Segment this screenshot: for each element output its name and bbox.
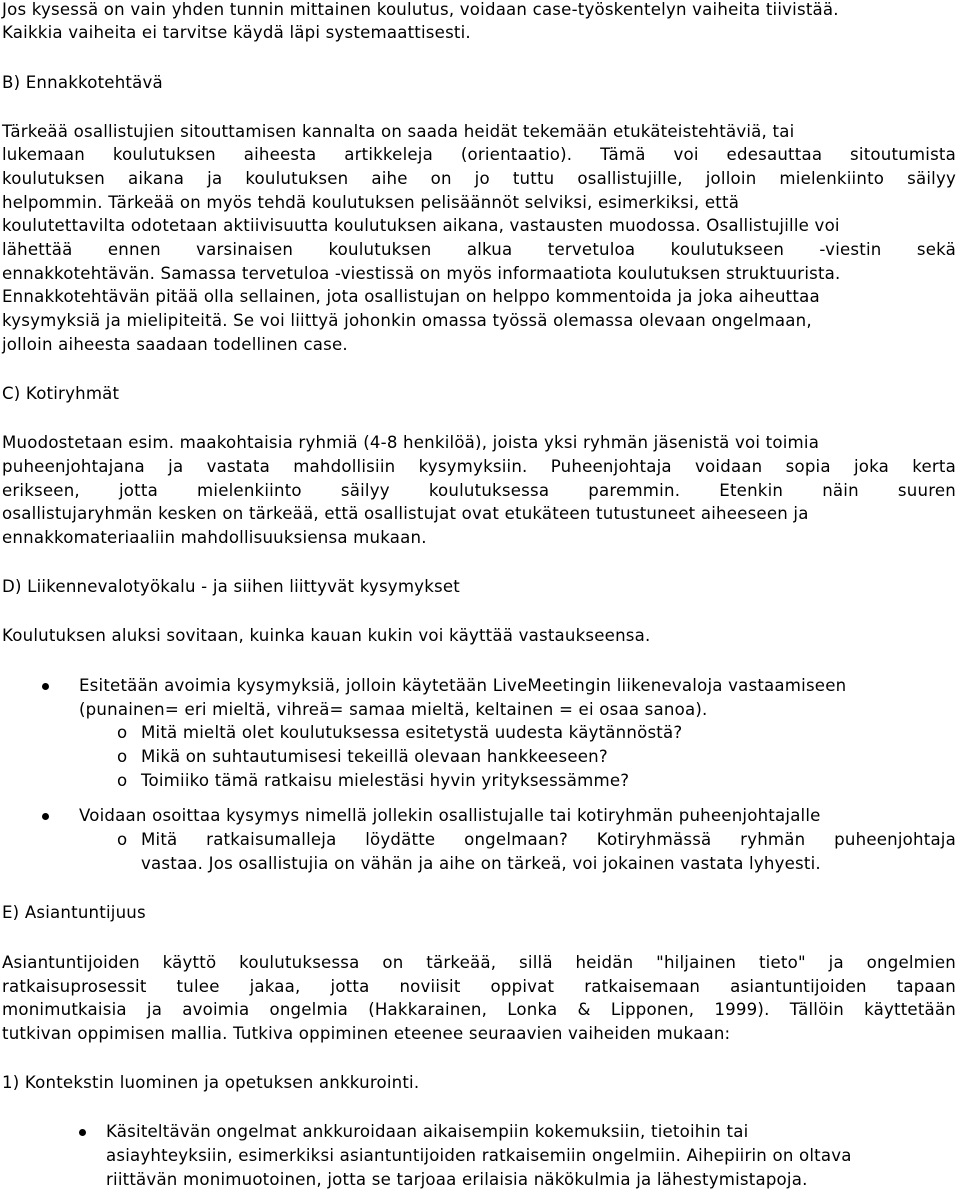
sub-bullet-marker: o <box>117 830 128 849</box>
section-b-line: Ennakkotehtävän pitää olla sellainen, jota osallistujan on helppo kommentoida ja joka aiheuttaa <box>2 287 820 306</box>
section-b-line: lähettää ennen varsinaisen koulutuksen alkua tervetuloa koulutukseen -viestin sekä <box>2 240 956 259</box>
section-c-heading: C) Kotiryhmät <box>2 384 120 403</box>
section-b-line: Tärkeää osallistujien sitouttamisen kannalta on saada heidät tekemään etukäteistehtäviä, tai <box>2 122 795 141</box>
step-heading: 1) Kontekstin luominen ja opetuksen ankkurointi. <box>2 1073 420 1092</box>
section-b-line: lukemaan koulutuksen aiheesta artikkeleja (orientaatio). Tämä voi edesauttaa sitoutumista <box>2 145 956 164</box>
section-e-line: tutkivan oppimisen mallia. Tutkiva oppiminen eteenee seuraavien vaiheiden mukaan: <box>2 1024 731 1043</box>
sub-bullet-text: vastaa. Jos osallistujia on vähän ja aihe on tärkeä, voi jokainen vastata lyhyesti. <box>141 854 821 873</box>
section-e-line: monimutkaisia ja avoimia ongelmia (Hakkarainen, Lonka & Lipponen, 1999). Tällöin käyttetään <box>2 1000 956 1019</box>
bullet-icon <box>79 1129 86 1136</box>
bullet-icon <box>42 813 49 820</box>
section-b-heading: B) Ennakkotehtävä <box>2 73 163 92</box>
sub-bullet-marker: o <box>117 771 128 790</box>
section-b-line: kysymyksiä ja mielipiteitä. Se voi liittyä johonkin omassa työssä olemassa olevaan ongelmaan, <box>2 311 812 330</box>
sub-bullet-marker: o <box>117 747 128 766</box>
section-e-line: ratkaisuprosessit tulee jakaa, jotta noviisit oppivat ratkaisemaan asiantuntijoiden tapaan <box>2 977 956 996</box>
sub-bullet-marker: o <box>117 723 128 742</box>
bullet-text: Esitetään avoimia kysymyksiä, jolloin käytetään LiveMeetingin liikenevaloja vastaamiseen <box>79 676 847 695</box>
section-b-line: ennakkotehtävän. Samassa tervetuloa -viestissä on myös informaatiota koulutuksen struktuurista. <box>2 264 841 283</box>
sub-bullet-text: Mitä mieltä olet koulutuksessa esitetystä uudesta käytännöstä? <box>141 723 683 742</box>
sub-bullet-text: Mitä ratkaisumalleja löydätte ongelmaan? Kotiryhmässä ryhmän puheenjohtaja <box>141 830 956 849</box>
bullet-text: riittävän monimuotoinen, jotta se tarjoaa erilaisia näkökulmia ja lähestymistapoja. <box>106 1170 808 1189</box>
sub-bullet-text: Mikä on suhtautumisesi tekeillä olevaan hankkeeseen? <box>141 747 608 766</box>
section-e-heading: E) Asiantuntijuus <box>2 903 146 922</box>
section-c-line: Muodostetaan esim. maakohtaisia ryhmiä (4-8 henkilöä), joista yksi ryhmän jäsenistä voi toimia <box>2 433 820 452</box>
bullet-text: Käsiteltävän ongelmat ankkuroidaan aikaisempiin kokemuksiin, tietoihin tai <box>106 1122 749 1141</box>
section-d-intro: Koulutuksen aluksi sovitaan, kuinka kauan kukin voi käyttää vastaukseensa. <box>2 626 651 645</box>
section-e-line: Asiantuntijoiden käyttö koulutuksessa on tärkeää, sillä heidän "hiljainen tieto" ja ongelmien <box>2 953 956 972</box>
section-c-line: osallistujaryhmän kesken on tärkeää, että osallistujat ovat etukäteen tutustuneet aiheeseen ja <box>2 504 809 523</box>
bullet-text: asiayhteyksiin, esimerkiksi asiantuntijoiden ratkaisemiin ongelmiin. Aihepiirin on oltava <box>106 1146 852 1165</box>
section-d-heading: D) Liikennevalotyökalu - ja siihen liittyvät kysymykset <box>2 577 460 596</box>
section-b-line: jolloin aiheesta saadaan todellinen case. <box>2 335 348 354</box>
bullet-icon <box>42 683 49 690</box>
intro-line: Kaikkia vaiheita ei tarvitse käydä läpi systemaattisesti. <box>2 23 471 42</box>
section-b-line: helpommin. Tärkeää on myös tehdä koulutuksen pelisäännöt selviksi, esimerkiksi, että <box>2 193 740 212</box>
bullet-text: (punainen= eri mieltä, vihreä= samaa mieltä, keltainen = ei osaa sanoa). <box>79 700 708 719</box>
bullet-text: Voidaan osoittaa kysymys nimellä jollekin osallistujalle tai kotiryhmän puheenjohtajalle <box>79 806 821 825</box>
section-c-line: ennakkomateriaaliin mahdollisuuksiensa mukaan. <box>2 528 427 547</box>
sub-bullet-text: Toimiiko tämä ratkaisu mielestäsi hyvin yrityksessämme? <box>141 771 630 790</box>
section-b-line: koulutettavilta odotetaan aktiivisuutta koulutuksen aikana, vastausten muodossa. Osallistujille voi <box>2 216 840 235</box>
section-c-line: erikseen, jotta mielenkiinto säilyy koulutuksessa paremmin. Etenkin näin suuren <box>2 481 956 500</box>
section-c-line: puheenjohtajana ja vastata mahdollisiin kysymyksiin. Puheenjohtaja voidaan sopia joka kerta <box>2 457 956 476</box>
intro-line: Jos kysessä on vain yhden tunnin mittainen koulutus, voidaan case-työskentelyn vaiheita tiivistää. <box>2 0 839 19</box>
section-b-line: koulutuksen aikana ja koulutuksen aihe on jo tuttu osallistujille, jolloin mielenkiinto säilyy <box>2 169 956 188</box>
